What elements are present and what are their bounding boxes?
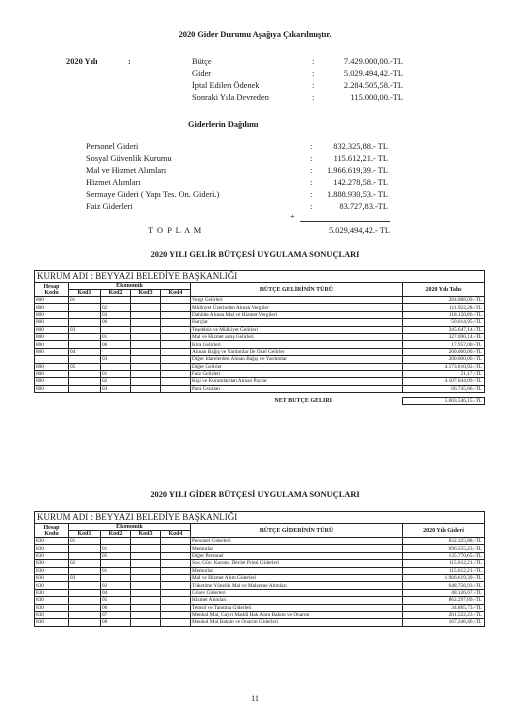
cell-kod1 [69, 378, 101, 385]
cell-hesap: 830 [35, 604, 69, 611]
cell-hesap: 800 [35, 326, 69, 333]
cell-amount: 696.555,23.-TL [403, 545, 485, 552]
summary-label: Bütçe [192, 57, 212, 66]
cell-kod2: 06 [101, 604, 131, 611]
year-label: 2020 Yılı [66, 57, 98, 66]
total-label: T O P L A M [148, 226, 203, 235]
cell-kod2: 02 [101, 582, 131, 589]
income-section-title: 2020 YILI GELİR BÜTÇESİ UYGULAMA SONUÇLARI [150, 250, 360, 259]
cell-amount: 862.297,89.-TL [403, 597, 485, 604]
summary-value: 5.029.494,42.-TL [343, 69, 403, 78]
cell-type: Alınan Bağış ve Yardımlar İle Özel Gelirler [191, 348, 403, 355]
table-row [35, 619, 485, 626]
distribution-value: 115.612,21.- TL [333, 154, 388, 163]
cell-type: Kişi ve Kurumlardan Alınan Paylar [191, 378, 403, 385]
table-row [35, 385, 485, 392]
cell-kod4 [161, 385, 191, 392]
cell-kod1 [69, 567, 101, 574]
distribution-label: Mal ve Hizmet Alımları [86, 166, 167, 175]
table-row [35, 574, 485, 581]
cell-type: Memurlar [191, 545, 403, 552]
cell-type: Harçlar [191, 319, 403, 326]
kurum-name: KURUM ADI : BEYYAZI BELEDİYE BAŞKANLIĞI [35, 512, 485, 524]
summary-colon: : [312, 69, 315, 78]
cell-type: Menkul Mal Bakım ve Onarım Giderleri [191, 619, 403, 626]
table-row [35, 378, 485, 385]
table-row [35, 597, 485, 604]
distribution-value: 1.966.619,39.- TL [326, 166, 388, 175]
cell-kod4 [161, 552, 191, 559]
table-row [35, 326, 485, 333]
cell-kod1 [69, 552, 101, 559]
cell-hesap: 830 [35, 538, 69, 545]
cell-kod3 [131, 552, 161, 559]
cell-kod3 [131, 326, 161, 333]
cell-kod1 [69, 385, 101, 392]
cell-kod4 [161, 297, 191, 304]
distribution-label: Personel Gideri [86, 142, 139, 151]
column-header-kod2: Kod2 [101, 531, 131, 538]
cell-kod3 [131, 370, 161, 377]
cell-kod2: 02 [101, 378, 131, 385]
column-header-kod4: Kod4 [161, 290, 191, 297]
cell-hesap [35, 356, 69, 363]
cell-hesap: 830 [35, 611, 69, 618]
cell-amount: 327.690,14.-TL [403, 333, 485, 340]
cell-amount: 200.000,00.-TL [403, 348, 485, 355]
cell-kod3 [131, 545, 161, 552]
cell-hesap: 800 [35, 370, 69, 377]
cell-hesap: 830 [35, 589, 69, 596]
cell-hesap: 830 [35, 597, 69, 604]
cell-kod3 [131, 619, 161, 626]
cell-kod3 [131, 574, 161, 581]
table-row [35, 319, 485, 326]
table-row [35, 567, 485, 574]
cell-kod4 [161, 611, 191, 618]
cell-kod2: 01 [101, 567, 131, 574]
distribution-colon: : [310, 178, 313, 187]
kurum-name: KURUM ADI : BEYYAZI BELEDİYE BAŞKANLIĞI [35, 271, 485, 283]
cell-kod4 [161, 560, 191, 567]
distribution-colon: : [310, 190, 313, 199]
cell-kod4 [161, 538, 191, 545]
cell-kod3 [131, 597, 161, 604]
cell-kod4 [161, 319, 191, 326]
cell-kod1 [69, 611, 101, 618]
cell-amount: 832.325,88.-TL [403, 538, 485, 545]
distribution-colon: : [310, 142, 313, 151]
income-table [34, 270, 485, 405]
cell-kod4 [161, 567, 191, 574]
cell-kod3 [131, 385, 161, 392]
column-header-kod3: Kod3 [131, 290, 161, 297]
cell-kod1: 05 [69, 363, 101, 370]
distribution-label: Hizmet Alımları [86, 178, 141, 187]
cell-kod1 [69, 341, 101, 348]
summary-value: 7.429.000,00.-TL [343, 57, 403, 66]
cell-amount: 1.966.619,39.-TL [403, 574, 485, 581]
column-header-ekonomik: Ekonomik [69, 524, 191, 531]
cell-type: Mal ve Hizmet satış Gelirleri [191, 333, 403, 340]
cell-type: Tüketime Yönelik Mal ve Malzeme Alımları [191, 582, 403, 589]
cell-hesap: 800 [35, 363, 69, 370]
cell-kod3 [131, 567, 161, 574]
table-row [35, 370, 485, 377]
table-row [35, 604, 485, 611]
cell-kod1: 02 [69, 560, 101, 567]
cell-kod4 [161, 326, 191, 333]
cell-hesap: 830 [35, 560, 69, 567]
column-header-kod1: Kod1 [69, 531, 101, 538]
cell-type: Personel Giderleri [191, 538, 403, 545]
cell-kod4 [161, 597, 191, 604]
cell-kod1 [69, 319, 101, 326]
cell-kod2: 01 [101, 545, 131, 552]
cell-type: Görev Giderleri [191, 589, 403, 596]
column-header-kod1: Kod1 [69, 290, 101, 297]
cell-type: Temsil ve Tanıtma Giderleri [191, 604, 403, 611]
cell-kod2 [101, 574, 131, 581]
cell-kod2 [101, 363, 131, 370]
cell-amount: 115.612,21.-TL [403, 567, 485, 574]
cell-kod2: 03 [101, 356, 131, 363]
distribution-label: Sosyal Güvenlik Kurumu [86, 154, 172, 163]
net-label: NET BÜTÇE GELİRİ [274, 398, 332, 405]
cell-type: Diğer Personel [191, 552, 403, 559]
column-header-type: BÜTÇE GİDERİNİN TÜRÜ [191, 524, 403, 538]
year-colon: : [128, 57, 131, 66]
distribution-value: 832.325,88.- TL [333, 142, 388, 151]
column-header-hesap: Hesap Kodu [35, 283, 69, 297]
cell-kod3 [131, 304, 161, 311]
cell-kod4 [161, 304, 191, 311]
cell-hesap: 800 [35, 297, 69, 304]
cell-kod3 [131, 604, 161, 611]
summary-label: Gider [192, 69, 212, 78]
cell-hesap: 830 [35, 567, 69, 574]
column-header-ekonomik: Ekonomik [69, 283, 191, 290]
cell-amount: 48.126,67.-TL [403, 589, 485, 596]
table-row [35, 304, 485, 311]
table-row [35, 582, 485, 589]
cell-hesap: 800 [35, 378, 69, 385]
cell-kod1 [69, 356, 101, 363]
cell-kod2: 06 [101, 341, 131, 348]
cell-kod3 [131, 348, 161, 355]
cell-kod2 [101, 560, 131, 567]
cell-kod1 [69, 619, 101, 626]
cell-amount: 66.745,66.-TL [403, 385, 485, 392]
cell-type: Mülkiyet Üzerinden Alınan Vergiler [191, 304, 403, 311]
cell-kod3 [131, 582, 161, 589]
table-row [35, 333, 485, 340]
table-row [35, 611, 485, 618]
cell-amount: 4.107.044,09.-TL [403, 378, 485, 385]
cell-kod2: 08 [101, 619, 131, 626]
cell-amount: 118.150,86.-TL [403, 311, 485, 318]
cell-kod4 [161, 589, 191, 596]
cell-type: Diğer İdarelerden Alınan Bağış ve Yardımlar [191, 356, 403, 363]
cell-kod4 [161, 363, 191, 370]
column-header-type: BÜTÇE GELİRİNİN TÜRÜ [191, 283, 403, 297]
cell-amount: 135.770,65.-TL [403, 552, 485, 559]
cell-amount: 648.756,93.-TL [403, 582, 485, 589]
cell-kod1 [69, 333, 101, 340]
cell-amount: 17.957,00.-TL [403, 341, 485, 348]
distribution-title: Giderlerin Dağılımı [188, 120, 259, 129]
cell-amount: 200.000,00.-TL [403, 356, 485, 363]
cell-type: Diğer Gelirler [191, 363, 403, 370]
cell-kod1 [69, 589, 101, 596]
cell-type: Para Cezaları [191, 385, 403, 392]
cell-kod1: 01 [69, 538, 101, 545]
cell-kod2: 07 [101, 611, 131, 618]
cell-type: Dahilde Alınan Mal ve Hizmet Vergileri [191, 311, 403, 318]
cell-hesap: 830 [35, 582, 69, 589]
column-header-hesap: Hesap Kodu [35, 524, 69, 538]
expense-rows [35, 538, 485, 627]
cell-amount: 4.173.810,92.-TL [403, 363, 485, 370]
cell-kod2: 03 [101, 385, 131, 392]
summary-colon: : [312, 81, 315, 90]
cell-kod4 [161, 604, 191, 611]
cell-type: Kira Gelirleri [191, 341, 403, 348]
cell-kod3 [131, 378, 161, 385]
cell-kod2: 03 [101, 311, 131, 318]
summary-label: İptal Edilen Ödenek [192, 81, 260, 90]
table-row [35, 297, 485, 304]
cell-kod4 [161, 378, 191, 385]
cell-type: Faiz Gelirleri [191, 370, 403, 377]
cell-kod1 [69, 370, 101, 377]
distribution-colon: : [310, 202, 313, 211]
cell-kod2: 05 [101, 552, 131, 559]
column-header-kod4: Kod4 [161, 531, 191, 538]
table-row [35, 311, 485, 318]
table-row [35, 363, 485, 370]
column-header-amount: 2020 Yılı Gideri [403, 524, 485, 538]
cell-kod3 [131, 589, 161, 596]
cell-kod4 [161, 545, 191, 552]
cell-hesap: 800 [35, 319, 69, 326]
summary-colon: : [312, 93, 315, 102]
net-value: 5.003.546,15.-TL [403, 398, 485, 405]
cell-kod2 [101, 297, 131, 304]
cell-kod4 [161, 619, 191, 626]
summary-colon: : [312, 57, 315, 66]
cell-amount: 34.865,73.-TL [403, 604, 485, 611]
cell-kod3 [131, 611, 161, 618]
cell-kod2: 02 [101, 304, 131, 311]
cell-kod1: 01 [69, 297, 101, 304]
cell-kod3 [131, 363, 161, 370]
cell-kod4 [161, 370, 191, 377]
table-row [35, 589, 485, 596]
total-value: 5.029,494,42.- TL [328, 226, 390, 235]
cell-hesap: 800 [35, 304, 69, 311]
total-rule [300, 221, 390, 222]
cell-type: Memurlar [191, 567, 403, 574]
table-row [35, 545, 485, 552]
cell-kod3 [131, 341, 161, 348]
table-row [35, 552, 485, 559]
column-header-kod2: Kod2 [101, 290, 131, 297]
cell-hesap: 830 [35, 619, 69, 626]
cell-hesap: 800 [35, 341, 69, 348]
table-row [35, 538, 485, 545]
cell-hesap: 830 [35, 545, 69, 552]
cell-type: Mal ve Hizmet Alım Giderleri [191, 574, 403, 581]
table-row [35, 356, 485, 363]
cell-kod1: 03 [69, 574, 101, 581]
distribution-colon: : [310, 166, 313, 175]
expense-section-title: 2020 YILI GİDER BÜTÇESİ UYGULAMA SONUÇLARI [150, 490, 360, 499]
cell-hesap: 800 [35, 385, 69, 392]
cell-type: Vergi Gelirleri [191, 297, 403, 304]
cell-amount: 167.246,46.-TL [403, 619, 485, 626]
cell-amount: 21,17.-TL [403, 370, 485, 377]
cell-kod1: 03 [69, 326, 101, 333]
cell-type: Teşebbüs ve Mülkiyet Gelirleri [191, 326, 403, 333]
cell-kod2: 01 [101, 333, 131, 340]
cell-kod1 [69, 597, 101, 604]
cell-kod2 [101, 326, 131, 333]
cell-kod1 [69, 304, 101, 311]
distribution-value: 83.727,83.-TL [339, 202, 388, 211]
table-row [35, 348, 485, 355]
distribution-colon: : [310, 154, 313, 163]
distribution-value: 142.278,58.- TL [333, 178, 388, 187]
expense-table [34, 511, 485, 627]
cell-hesap: 800 [35, 348, 69, 355]
income-rows [35, 297, 485, 393]
cell-kod1: 04 [69, 348, 101, 355]
cell-kod4 [161, 582, 191, 589]
distribution-label: Faiz Giderleri [86, 202, 133, 211]
plus-sign: + [290, 212, 295, 221]
cell-kod3 [131, 311, 161, 318]
cell-kod1 [69, 545, 101, 552]
cell-kod2 [101, 538, 131, 545]
cell-kod3 [131, 538, 161, 545]
cell-kod4 [161, 341, 191, 348]
cell-kod1 [69, 582, 101, 589]
cell-amount: 111.922,28.-TL [403, 304, 485, 311]
cell-type: Menkul Mal, Gayri Maddi Hak Alım Bakım ve Onarım [191, 611, 403, 618]
column-header-amount: 2020 Yılı Tahs [403, 283, 485, 297]
cell-type: Sos. Güv. Kurum. Devlet Primi Giderleri [191, 560, 403, 567]
table-row [35, 560, 485, 567]
cell-kod4 [161, 311, 191, 318]
cell-kod3 [131, 319, 161, 326]
cell-hesap: 830 [35, 552, 69, 559]
cell-kod2: 01 [101, 370, 131, 377]
cell-kod4 [161, 348, 191, 355]
cell-kod2: 04 [101, 589, 131, 596]
cell-kod1 [69, 311, 101, 318]
cell-hesap: 830 [35, 574, 69, 581]
cell-kod3 [131, 560, 161, 567]
cell-amount: 345.647,14.-TL [403, 326, 485, 333]
cell-hesap: 800 [35, 333, 69, 340]
cell-kod4 [161, 574, 191, 581]
page-number: 11 [250, 694, 260, 703]
cell-kod3 [131, 333, 161, 340]
cell-amount: 284.088,09.-TL [403, 297, 485, 304]
distribution-value: 1.888.930,53.- TL [326, 190, 388, 199]
column-header-kod3: Kod3 [131, 531, 161, 538]
summary-label: Sonraki Yıla Devreden [192, 93, 269, 102]
cell-amount: 115.612,21.-TL [403, 560, 485, 567]
cell-kod2 [101, 348, 131, 355]
cell-amount: 201.522,23.-TL [403, 611, 485, 618]
cell-kod4 [161, 333, 191, 340]
cell-amount: 50.014,95.-TL [403, 319, 485, 326]
summary-value: 115.000,00.-TL [350, 93, 403, 102]
distribution-label: Sermaye Gideri ( Yapı Tes. On. Gideri.) [86, 190, 220, 199]
cell-kod1 [69, 604, 101, 611]
cell-type: Hizmet Alımları [191, 597, 403, 604]
cell-kod3 [131, 356, 161, 363]
cell-kod2: 06 [101, 319, 131, 326]
page-title: 2020 Gider Durumu Aşağıya Çıkarılmıştır. [178, 30, 332, 39]
cell-kod2: 05 [101, 597, 131, 604]
summary-value: 2.284.505,58.-TL [343, 81, 403, 90]
cell-kod3 [131, 297, 161, 304]
cell-hesap: 800 [35, 311, 69, 318]
cell-kod4 [161, 356, 191, 363]
table-row [35, 341, 485, 348]
